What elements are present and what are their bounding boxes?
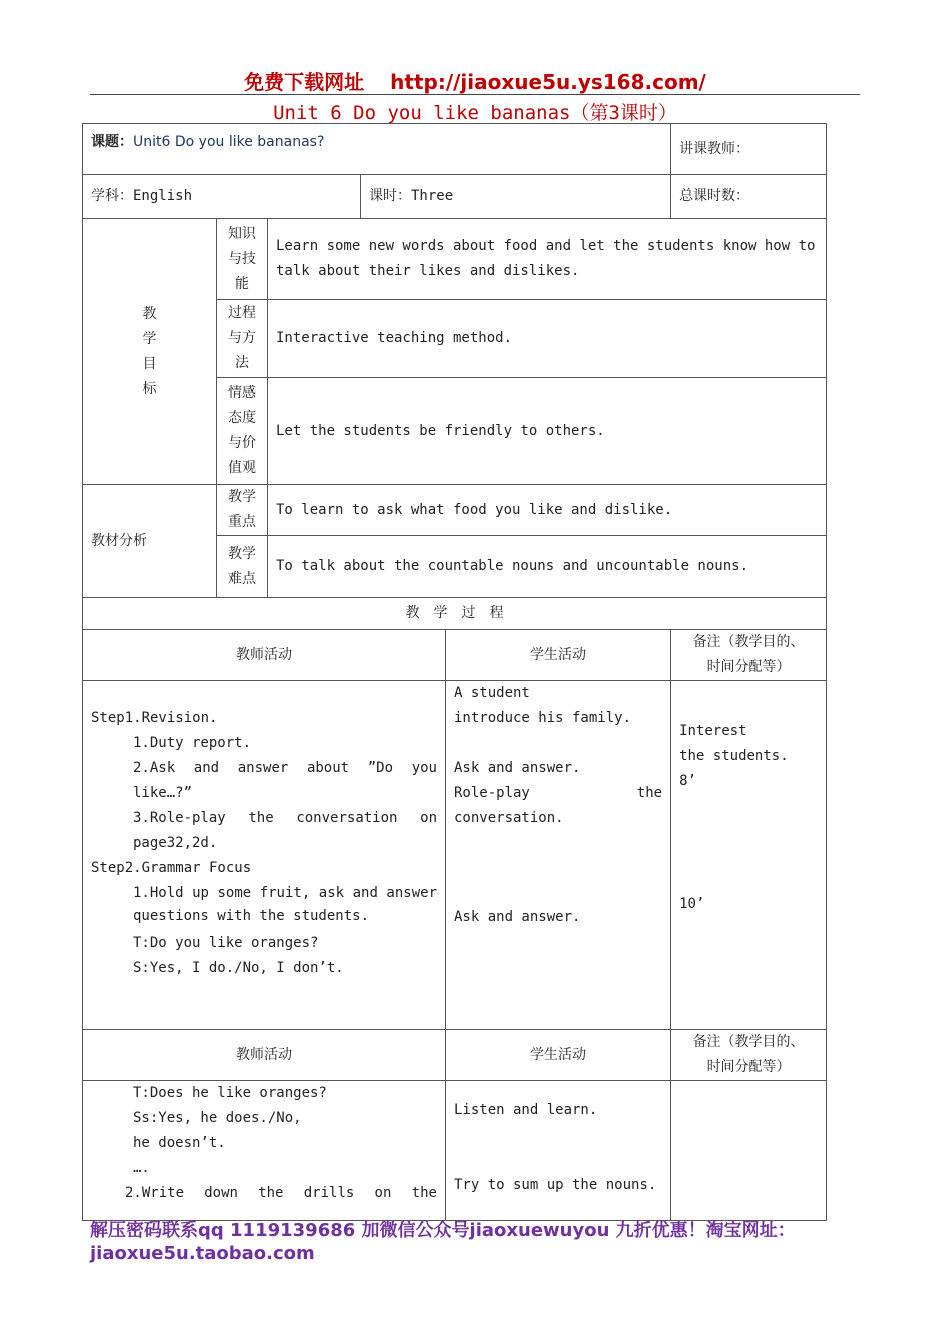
notes-header [671, 630, 827, 681]
label-line: 能 [235, 275, 249, 292]
emotion-values-text: Let the students be friendly to others. [268, 378, 827, 485]
notes-header-line: 时间分配等） [706, 1059, 791, 1075]
analysis-row-key [83, 485, 827, 536]
word: up [192, 885, 209, 901]
write-drills-line [91, 1181, 437, 1206]
subject-cell: 学科：English [83, 175, 361, 219]
knowledge-skills-label [217, 219, 268, 300]
ask-answer-continued: like…?” [133, 785, 193, 801]
notes-cell-2 [671, 1081, 827, 1221]
he-doesnt: he doesn’t. [133, 1135, 226, 1151]
word: on [374, 1185, 392, 1201]
student-activity-cell [446, 681, 671, 1030]
period-cell: 课时：Three [361, 175, 671, 219]
objectives-char: 标 [142, 380, 157, 397]
student-activity-header: 学生活动 [446, 1030, 671, 1081]
ellipsis: …. [133, 1160, 150, 1176]
label-line: 过程 [228, 305, 256, 321]
objective-row-knowledge [83, 219, 827, 300]
label-line: 与方 [228, 330, 256, 346]
word: and [352, 885, 378, 901]
duty-report: 1.Duty report. [133, 735, 252, 751]
info-row-subject [83, 175, 827, 219]
word: ”Do [367, 760, 394, 776]
teacher-activity-cell [83, 681, 446, 1030]
word: 1.Hold [133, 885, 184, 901]
label-line: 重点 [228, 514, 256, 530]
label-line: 值观 [228, 460, 256, 476]
label-line: 难点 [228, 570, 256, 587]
student-activity-header: 学生活动 [446, 630, 671, 681]
spacer [454, 1123, 662, 1173]
ask-and-answer-2: Ask and answer. [454, 909, 581, 925]
word: 3.Role-play [133, 810, 226, 826]
label-line: 教学 [228, 489, 256, 505]
notes-header-line: 备注（教学目的、 [692, 1034, 805, 1050]
introduce-family: introduce his family. [454, 710, 632, 726]
step1-revision: Step1.Revision. [91, 710, 218, 726]
knowledge-skills-text [268, 219, 827, 300]
note-interest: Interest [679, 723, 747, 739]
word: conversation [296, 810, 398, 826]
course-value: Unit6 Do you like bananas? [133, 134, 325, 150]
objectives-char: 学 [142, 330, 157, 347]
text-line: talk about their likes and dislikes. [276, 263, 580, 279]
note-time-8: 8’ [679, 773, 696, 789]
word: the [248, 810, 274, 826]
word: Role-play [454, 785, 530, 801]
key-points-label [217, 485, 268, 536]
emotion-values-label [217, 378, 268, 485]
label-line: 情感 [228, 385, 256, 401]
download-url-link[interactable]: http://jiaoxue5u.ys168.com/ [390, 70, 706, 94]
student-activity-cell-2 [446, 1081, 671, 1221]
total-periods-cell: 总课时数： [671, 175, 827, 219]
student-answer: S:Yes, I do./No, I don’t. [133, 960, 344, 976]
label-line: 教学 [228, 545, 256, 562]
objectives-char: 目 [142, 355, 157, 372]
notes-header-line: 备注（教学目的、 [692, 634, 805, 650]
role-play-continued: page32,2d. [133, 835, 218, 851]
key-points-text: To learn to ask what food you like and dislike. [268, 485, 827, 536]
free-download-label: 免费下载网址 [244, 70, 365, 94]
word: the [411, 1185, 437, 1201]
hold-up-line [91, 881, 437, 906]
lesson-plan-table [82, 123, 827, 1221]
course-title-cell [83, 124, 671, 175]
label-line: 法 [235, 355, 249, 371]
word: answer [386, 885, 437, 901]
document-title: Unit 6 Do you like bananas（第3课时） [273, 102, 677, 124]
spacer [679, 794, 818, 892]
word: on [420, 810, 437, 826]
objectives-label [83, 219, 217, 485]
word: 2.Write [125, 1185, 185, 1201]
note-students: the students. [679, 748, 789, 764]
process-title-row [83, 598, 827, 630]
word: ask [318, 885, 345, 901]
word: about [306, 760, 350, 776]
conversation: conversation. [454, 810, 564, 826]
objectives-char: 教 [142, 305, 157, 322]
difficult-points-label [217, 536, 268, 598]
column-header-row-2 [83, 1030, 827, 1081]
listen-learn: Listen and learn. [454, 1102, 598, 1118]
teacher-activity-header: 教师活动 [83, 1030, 446, 1081]
spacer [454, 731, 662, 756]
word: the [636, 785, 663, 801]
notes-header [671, 1030, 827, 1081]
teacher-question: T:Do you like oranges? [133, 935, 319, 951]
label-line: 与技 [228, 250, 256, 267]
course-label: 课题： [91, 134, 133, 150]
process-method-label [217, 300, 268, 378]
process-method-text: Interactive teaching method. [268, 300, 827, 378]
teacher-activity-cell-2 [83, 1081, 446, 1221]
role-play-student-line [454, 781, 662, 806]
note-time-10: 10’ [679, 896, 705, 912]
material-analysis-label: 教材分析 [83, 485, 217, 598]
column-header-row [83, 630, 827, 681]
notes-header-line: 时间分配等） [706, 659, 791, 675]
word: the [258, 1185, 284, 1201]
students-answer-2: Ss:Yes, he does./No, [133, 1110, 302, 1126]
word: fruit, [259, 885, 311, 901]
label-line: 与价 [228, 435, 256, 451]
word: drills [303, 1185, 355, 1201]
ask-and-answer: Ask and answer. [454, 760, 581, 776]
a-student: A student [454, 685, 530, 701]
teaching-process-title: 教 学 过 程 [83, 598, 827, 630]
word: answer [237, 760, 289, 776]
download-header [0, 66, 950, 95]
hold-up-continued: questions with the students. [133, 908, 370, 924]
label-line: 知识 [228, 225, 256, 242]
process-block-2 [83, 1081, 827, 1221]
word: 2.Ask [133, 760, 176, 776]
word: and [193, 760, 220, 776]
ask-answer-line [91, 756, 437, 781]
label-line: 态度 [228, 410, 256, 426]
teacher-name-cell: 讲课教师： [671, 124, 827, 175]
step2-grammar-focus: Step2.Grammar Focus [91, 860, 252, 876]
notes-cell [671, 681, 827, 1030]
header-divider [90, 94, 860, 95]
teacher-question-2: T:Does he like oranges? [133, 1085, 327, 1101]
sum-up-nouns: Try to sum up the nouns. [454, 1177, 657, 1193]
process-block-1 [83, 681, 827, 1030]
footer-contact: 解压密码联系qq 1119139686 加微信公众号jiaoxuewuyou 九折优惠！淘宝网址：jiaoxue5u.taobao.com [90, 1220, 796, 1264]
difficult-points-text: To talk about the countable nouns and uncountable nouns. [268, 536, 827, 598]
word: you [411, 760, 437, 776]
info-row-course [83, 124, 827, 175]
role-play-line [91, 806, 437, 831]
spacer [454, 831, 662, 905]
word: down [204, 1185, 238, 1201]
word: some [217, 885, 252, 901]
teacher-activity-header: 教师活动 [83, 630, 446, 681]
text-line: Learn some new words about food and let the students know how to [276, 238, 816, 254]
